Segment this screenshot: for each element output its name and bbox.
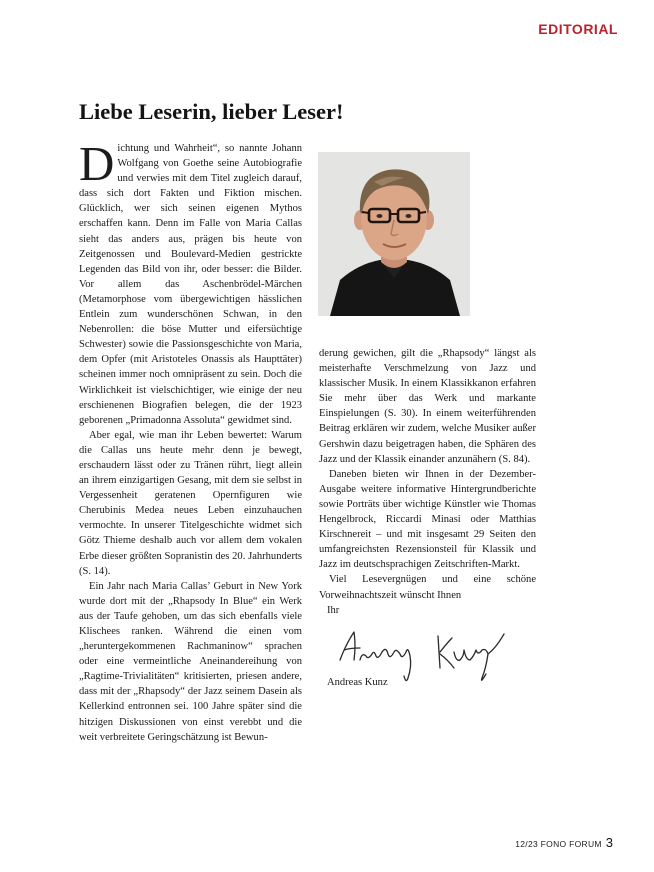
page-number: 3 <box>605 835 613 850</box>
author-portrait <box>318 152 470 316</box>
signature-name: Andreas Kunz <box>327 677 388 688</box>
right-column <box>319 346 536 603</box>
paragraph-2: Aber egal, wie man ihr Leben bewertet: Warum die Callas uns heute mehr denn je bewegt, erschaudern lässt oder zu Tränen rührt, liegt allein an ihrem einzigartigen Gesang, mit dem sie selbst in Vergessenheit geratenen Opernfiguren wie Cherubinis Medea neues Leben einzuhauchen vermochte. In unserer Titelgeschichte widmet sich Götz Thieme deshalb auch vor allem dem vokalen Erbe dieser größten Sopranistin des 20. Jahrhunderts (S. 14). <box>79 429 302 577</box>
headline: Liebe Leserin, lieber Leser! <box>79 99 344 124</box>
drop-cap: D <box>79 136 115 191</box>
issue-label: 12/23 FONO FORUM <box>515 839 602 849</box>
paragraph-6: Viel Lesevergnügen und eine schöne Vorweihnachtszeit wünscht Ihnen <box>319 574 536 601</box>
page-footer <box>515 834 613 852</box>
closing-salutation: Ihr <box>327 605 340 616</box>
paragraph-3: Ein Jahr nach Maria Callas’ Geburt in New York wurde dort mit der „Rhapsody In Blue“ ein Werk aus der Taufe gehoben, um das sich ebenfalls viele Klischees ranken. Während die einen vom „heruntergekommenen Rachmaninow“ sprachen oder eine vermeintliche Aneinandereihung von „Ragtime-Trivialitäten“ kritisierten, priesen andere, dass mit der „Rhapsody“ der Jazz seinem Dasein als Kellerkind entronnen sei. 100 Jahre später sind die hitzigen Diskussionen von einst verebbt und die weit verbreitete Geringschätzung ist Bewun- <box>79 580 302 743</box>
paragraph-1-text: ichtung und Wahrheit“, so nannte Johann Wolfgang von Goethe seine Autobiografie und verwies mit dem Titel zugleich darauf, dass sich dort Fakten und Fiktion mischen. Glücklich, wer sich seinen eigenen Mythos erschaffen kann. Denn im Falle von Maria Callas sieht das anders aus, prägen bis heute von Zeitgenossen und Boulevard-Medien gestrickte Legenden das Bild von ihr, oder besser: die Bilder. Vor allem das Aschenbrödel-Märchen (Metamorphose vom übergewichtigen hässlichen Entlein zum wunderschönen Schwan, in den Nebenrollen: die böse Mutter und eifersüchtige Schwester) sowie die Passionsgeschichte von Maria, dem Opfer (mit Aristoteles Onassis als Haupttäter) scheinen immer noch omnipräsent zu sein. Doch die Wirklichkeit ist vielschichtiger, wie einige der neu erschienenen Biografien belegen, die der 1923 geborenen „Primadonna Assoluta“ gewidmet sind. <box>79 143 302 426</box>
paragraph-1 <box>79 136 302 428</box>
paragraph-5: Daneben bieten wir Ihnen in der Dezember-Ausgabe weitere informative Hintergrundberichte sowie Porträts über wichtige Künstler wie Thomas Hengelbrock, Riccardi Minasi oder Matthias Kirschnereit – und mit insgesamt 29 Seiten den umfangreichsten Rezensionsteil für Klassik und Jazz im deutschsprachigen Zeitschriften-Markt. <box>319 468 536 571</box>
section-label: EDITORIAL <box>538 21 618 37</box>
paragraph-4: derung gewichen, gilt die „Rhapsody“ längst als meisterhafte Verschmelzung von Jazz und klassischer Musik. In einem Klassikkanon erfahren Sie mehr über das Werk und markante Einspielungen (S. 30). In einem weiterführenden Beitrag erklären wir zudem, welche Musiker außer Gershwin dazu beigetragen haben, die Sphären des Jazz und der Klassik einander anzunähern (S. 84). <box>319 348 536 465</box>
left-column <box>79 136 302 745</box>
